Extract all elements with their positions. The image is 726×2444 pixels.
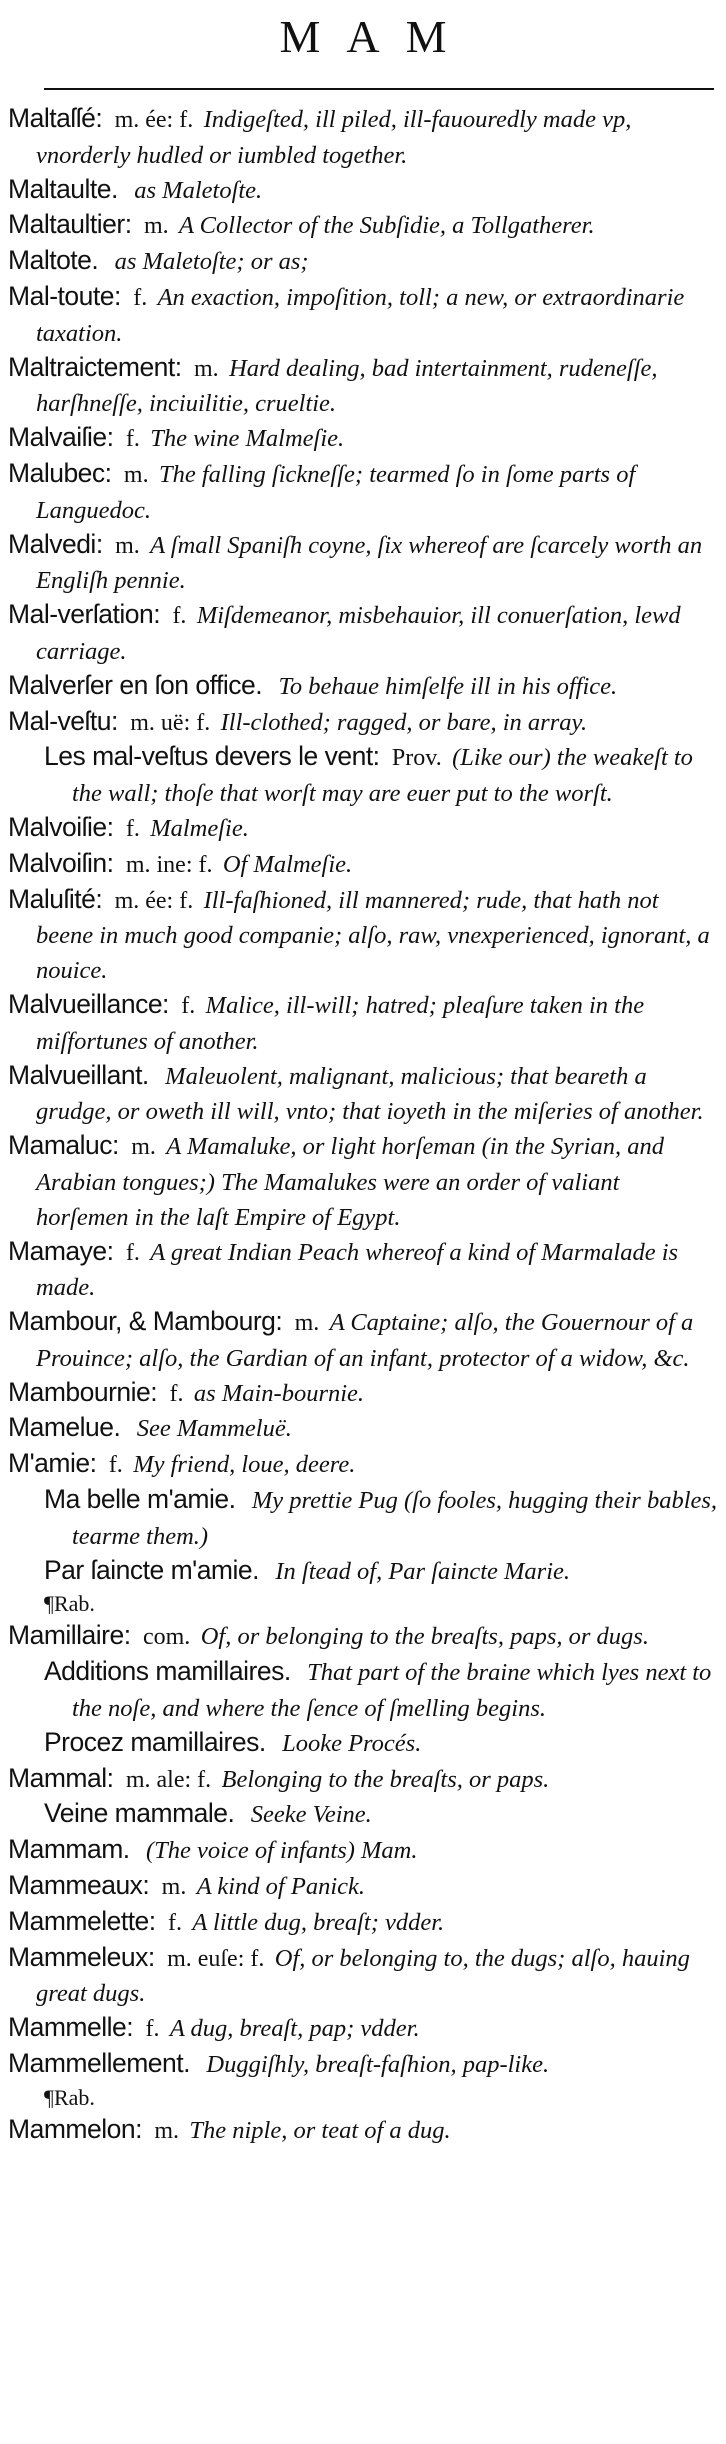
grammar: m. [115, 532, 140, 559]
grammar: m. uë: f. [130, 709, 211, 736]
dictionary-entry [8, 847, 718, 883]
definition: A dug, breaſt, pap; vdder. [169, 2015, 420, 2043]
headword: Mammellement. [8, 2048, 190, 2079]
definition: as Maletoſte. [134, 176, 263, 204]
dictionary-entry [8, 1833, 718, 1869]
dictionary-entry [8, 1762, 718, 1798]
headword: Mammeleux: [8, 1941, 155, 1972]
grammar: m. [161, 1874, 187, 1901]
headword: Malvedi: [8, 528, 103, 559]
sub-entry [8, 1554, 718, 1590]
dictionary-entry [8, 1376, 718, 1412]
dictionary-entry [8, 1447, 718, 1483]
dictionary-entry [8, 1059, 718, 1130]
grammar: m. [154, 2117, 179, 2144]
dictionary-entry [8, 2047, 718, 2083]
headword: Mambour, & Mambourg: [8, 1306, 283, 1337]
definition: Duggiſhly, breaſt-faſhion, pap-like. [206, 2051, 550, 2079]
dictionary-entry [8, 351, 718, 422]
headword: Malvaiſie: [8, 422, 114, 453]
definition: Malice, ill-will; hatred; pleaſure taken in the miſfortunes of another. [36, 991, 645, 1055]
rab-marker: ¶Rab. [44, 1591, 95, 1617]
sub-entry [8, 740, 718, 811]
headword: Malubec: [8, 457, 112, 488]
rab-marker: ¶Rab. [44, 2084, 95, 2110]
grammar: m. [131, 1134, 156, 1161]
dictionary-entry [8, 1411, 718, 1447]
grammar: f. [145, 2016, 160, 2043]
dictionary-entry [8, 528, 718, 599]
headword: Mal-veſtu: [8, 705, 118, 736]
headword: Additions mamillaires. [44, 1656, 291, 1687]
headword: Malvoiſie: [8, 811, 114, 842]
grammar: Prov. [391, 745, 442, 772]
headword: Procez mamillaires. [44, 1726, 266, 1757]
headword: Mambournie: [8, 1376, 158, 1407]
definition: Maleuolent, malignant, malicious; that beareth a grudge, or oweth ill will, vnto; that ioyeth in the miſeries of another. [36, 1062, 704, 1126]
dictionary-entry [8, 598, 718, 669]
definition: A great Indian Peach whereof a kind of Marmalade is made. [36, 1238, 679, 1302]
dictionary-entry [8, 208, 718, 244]
dictionary-entry [8, 811, 718, 847]
dictionary-entry [8, 280, 718, 351]
dictionary-entry [8, 669, 718, 705]
definition: Seeke Veine. [250, 1801, 372, 1829]
grammar: m. euſe: f. [167, 1945, 265, 1972]
headword: Ma belle m'amie. [44, 1484, 236, 1515]
headword: Mal-toute: [8, 280, 121, 311]
definition: An exaction, impoſition, toll; a new, or extraordinarie taxation. [36, 283, 685, 347]
grammar: f. [125, 1239, 140, 1266]
headword: Par ſaincte m'amie. [44, 1554, 259, 1585]
grammar: f. [133, 284, 148, 311]
dictionary-entry [8, 1235, 718, 1306]
dictionary-entry [8, 1305, 718, 1376]
definition: A little dug, breaſt; vdder. [192, 1908, 445, 1936]
definition: Ill-faſhioned, ill mannered; rude, that hath not beene in much good companie; alſo, raw, vnexperienced, ignorant, a nouice. [36, 886, 710, 985]
headword: Malvueillance: [8, 988, 169, 1019]
grammar: f. [168, 1909, 183, 1936]
definition: Looke Procés. [282, 1729, 422, 1757]
headword: Mammeaux: [8, 1870, 150, 1901]
headword: Malvueillant. [8, 1059, 149, 1090]
headword: Mamelue. [8, 1412, 121, 1443]
headword: Mammelle: [8, 2012, 134, 2043]
grammar: m. [143, 213, 169, 240]
definition: Of Malmeſie. [222, 850, 353, 878]
definition: (Like our) the weakeſt to the wall; thoſe that worſt may are euer put to the worſt. [72, 744, 693, 808]
definition: A Mamaluke, or light horſeman (in the Syrian, and Arabian tongues;) The Mamalukes were an order of valiant horſemen in the laſt Empire of Egypt. [36, 1133, 664, 1231]
grammar: m. ale: f. [125, 1766, 212, 1793]
headword: Veine mammale. [44, 1798, 235, 1829]
dictionary-entry [8, 1941, 718, 2012]
headword: Mamaye: [8, 1235, 114, 1266]
headword: Mamaluc: [8, 1130, 119, 1161]
headword: Maltote. [8, 245, 99, 276]
grammar: m. [123, 461, 149, 488]
headword: Malverſer en ſon office. [8, 669, 263, 700]
dictionary-entry [8, 1905, 718, 1941]
definition: Hard dealing, bad intertainment, rudeneſſe, harſhneſſe, inciuilitie, crueltie. [36, 354, 658, 418]
definition: In ſtead of, Par ſaincte Marie. [275, 1557, 570, 1585]
header-rule [44, 88, 714, 90]
headword: Mamillaire: [8, 1620, 131, 1651]
definition: See Mammeluë. [136, 1415, 292, 1443]
dictionary-entry [8, 2011, 718, 2047]
definition: as Maletoſte; or as; [114, 248, 309, 276]
definition: To behaue himſelfe ill in his office. [278, 672, 618, 700]
entry-list [8, 102, 718, 2149]
definition: Malmeſie. [150, 814, 249, 842]
dictionary-entry [8, 421, 718, 457]
definition: My friend, loue, deere. [133, 1451, 356, 1479]
definition: My prettie Pug (ſo fooles, hugging their bables, tearme them.) [72, 1487, 718, 1550]
dictionary-entry [8, 1129, 718, 1234]
dictionary-entry [8, 2113, 718, 2149]
headword: Malvoiſin: [8, 847, 114, 878]
definition: Ill-clothed; ragged, or bare, in array. [220, 708, 588, 736]
grammar: f. [181, 992, 196, 1019]
definition: Miſdemeanor, misbehauior, ill conuerſation, lewd carriage. [36, 602, 681, 665]
page-header: MAM [279, 11, 473, 62]
definition: The falling ſickneſſe; tearmed ſo in ſome parts of Languedoc. [36, 460, 636, 524]
definition: A Collector of the Subſidie, a Tollgatherer. [179, 212, 595, 240]
definition: Indigeſted, ill piled, ill-fauouredly made vp, vnorderly hudled or iumbled together. [36, 106, 632, 169]
dictionary-entry [8, 883, 718, 988]
headword: Mammam. [8, 1834, 130, 1865]
definition: as Main-bournie. [193, 1379, 365, 1407]
definition: Of, or belonging to, the dugs; alſo, hauing great dugs. [36, 1944, 690, 2008]
grammar: com. [142, 1624, 191, 1651]
headword: Mal-verſation: [8, 599, 161, 630]
headword: M'amie: [8, 1448, 97, 1479]
definition: (The voice of infants) Mam. [146, 1837, 418, 1865]
dictionary-entry [8, 705, 718, 741]
sub-entry [8, 1483, 718, 1554]
grammar: m. ée: f. [114, 107, 194, 133]
definition: Belonging to the breaſts, or paps. [221, 1765, 550, 1793]
grammar: f. [125, 815, 140, 842]
definition: A ſmall Spaniſh coyne, ſix whereof are ſcarcely worth an Engliſh pennie. [36, 531, 703, 595]
dictionary-entry [8, 988, 718, 1059]
definition: The niple, or teat of a dug. [189, 2116, 451, 2144]
grammar: m. [194, 355, 219, 382]
dictionary-entry [8, 102, 718, 173]
definition: That part of the braine which lyes next to the noſe, and where the ſence of ſmelling begins. [72, 1659, 712, 1723]
sub-entry [8, 1655, 718, 1726]
dictionary-entry [8, 244, 718, 280]
definition: The wine Malmeſie. [150, 425, 345, 453]
grammar: m. ine: f. [125, 851, 213, 878]
dictionary-entry [8, 457, 718, 528]
headword: Maltaſſé: [8, 103, 103, 133]
grammar: f. [108, 1452, 123, 1479]
headword: Mammelette: [8, 1905, 156, 1936]
definition: A Captaine; alſo, the Gouernour of a Prouince; alſo, the Gardian of an infant, protector of a widow, &c. [36, 1309, 694, 1372]
grammar: m. ée: f. [114, 887, 194, 914]
grammar: f. [172, 603, 187, 630]
definition: Of, or belonging to the breaſts, paps, or dugs. [200, 1623, 649, 1651]
dictionary-entry [8, 1869, 718, 1905]
headword: Maluſité: [8, 883, 103, 914]
headword: Mammelon: [8, 2113, 142, 2144]
grammar: f. [169, 1380, 184, 1407]
definition: A kind of Panick. [196, 1873, 366, 1901]
grammar: f. [125, 426, 140, 453]
dictionary-entry [8, 1619, 718, 1655]
headword: Mammal: [8, 1762, 114, 1793]
headword: Maltaulte. [8, 173, 118, 204]
headword: Les mal-veſtus devers le vent: [44, 741, 380, 772]
sub-entry [8, 1726, 718, 1762]
grammar: m. [294, 1310, 320, 1337]
headword: Maltraictement: [8, 351, 182, 382]
sub-entry [8, 1797, 718, 1833]
dictionary-entry [8, 173, 718, 209]
headword: Maltaultier: [8, 209, 132, 240]
